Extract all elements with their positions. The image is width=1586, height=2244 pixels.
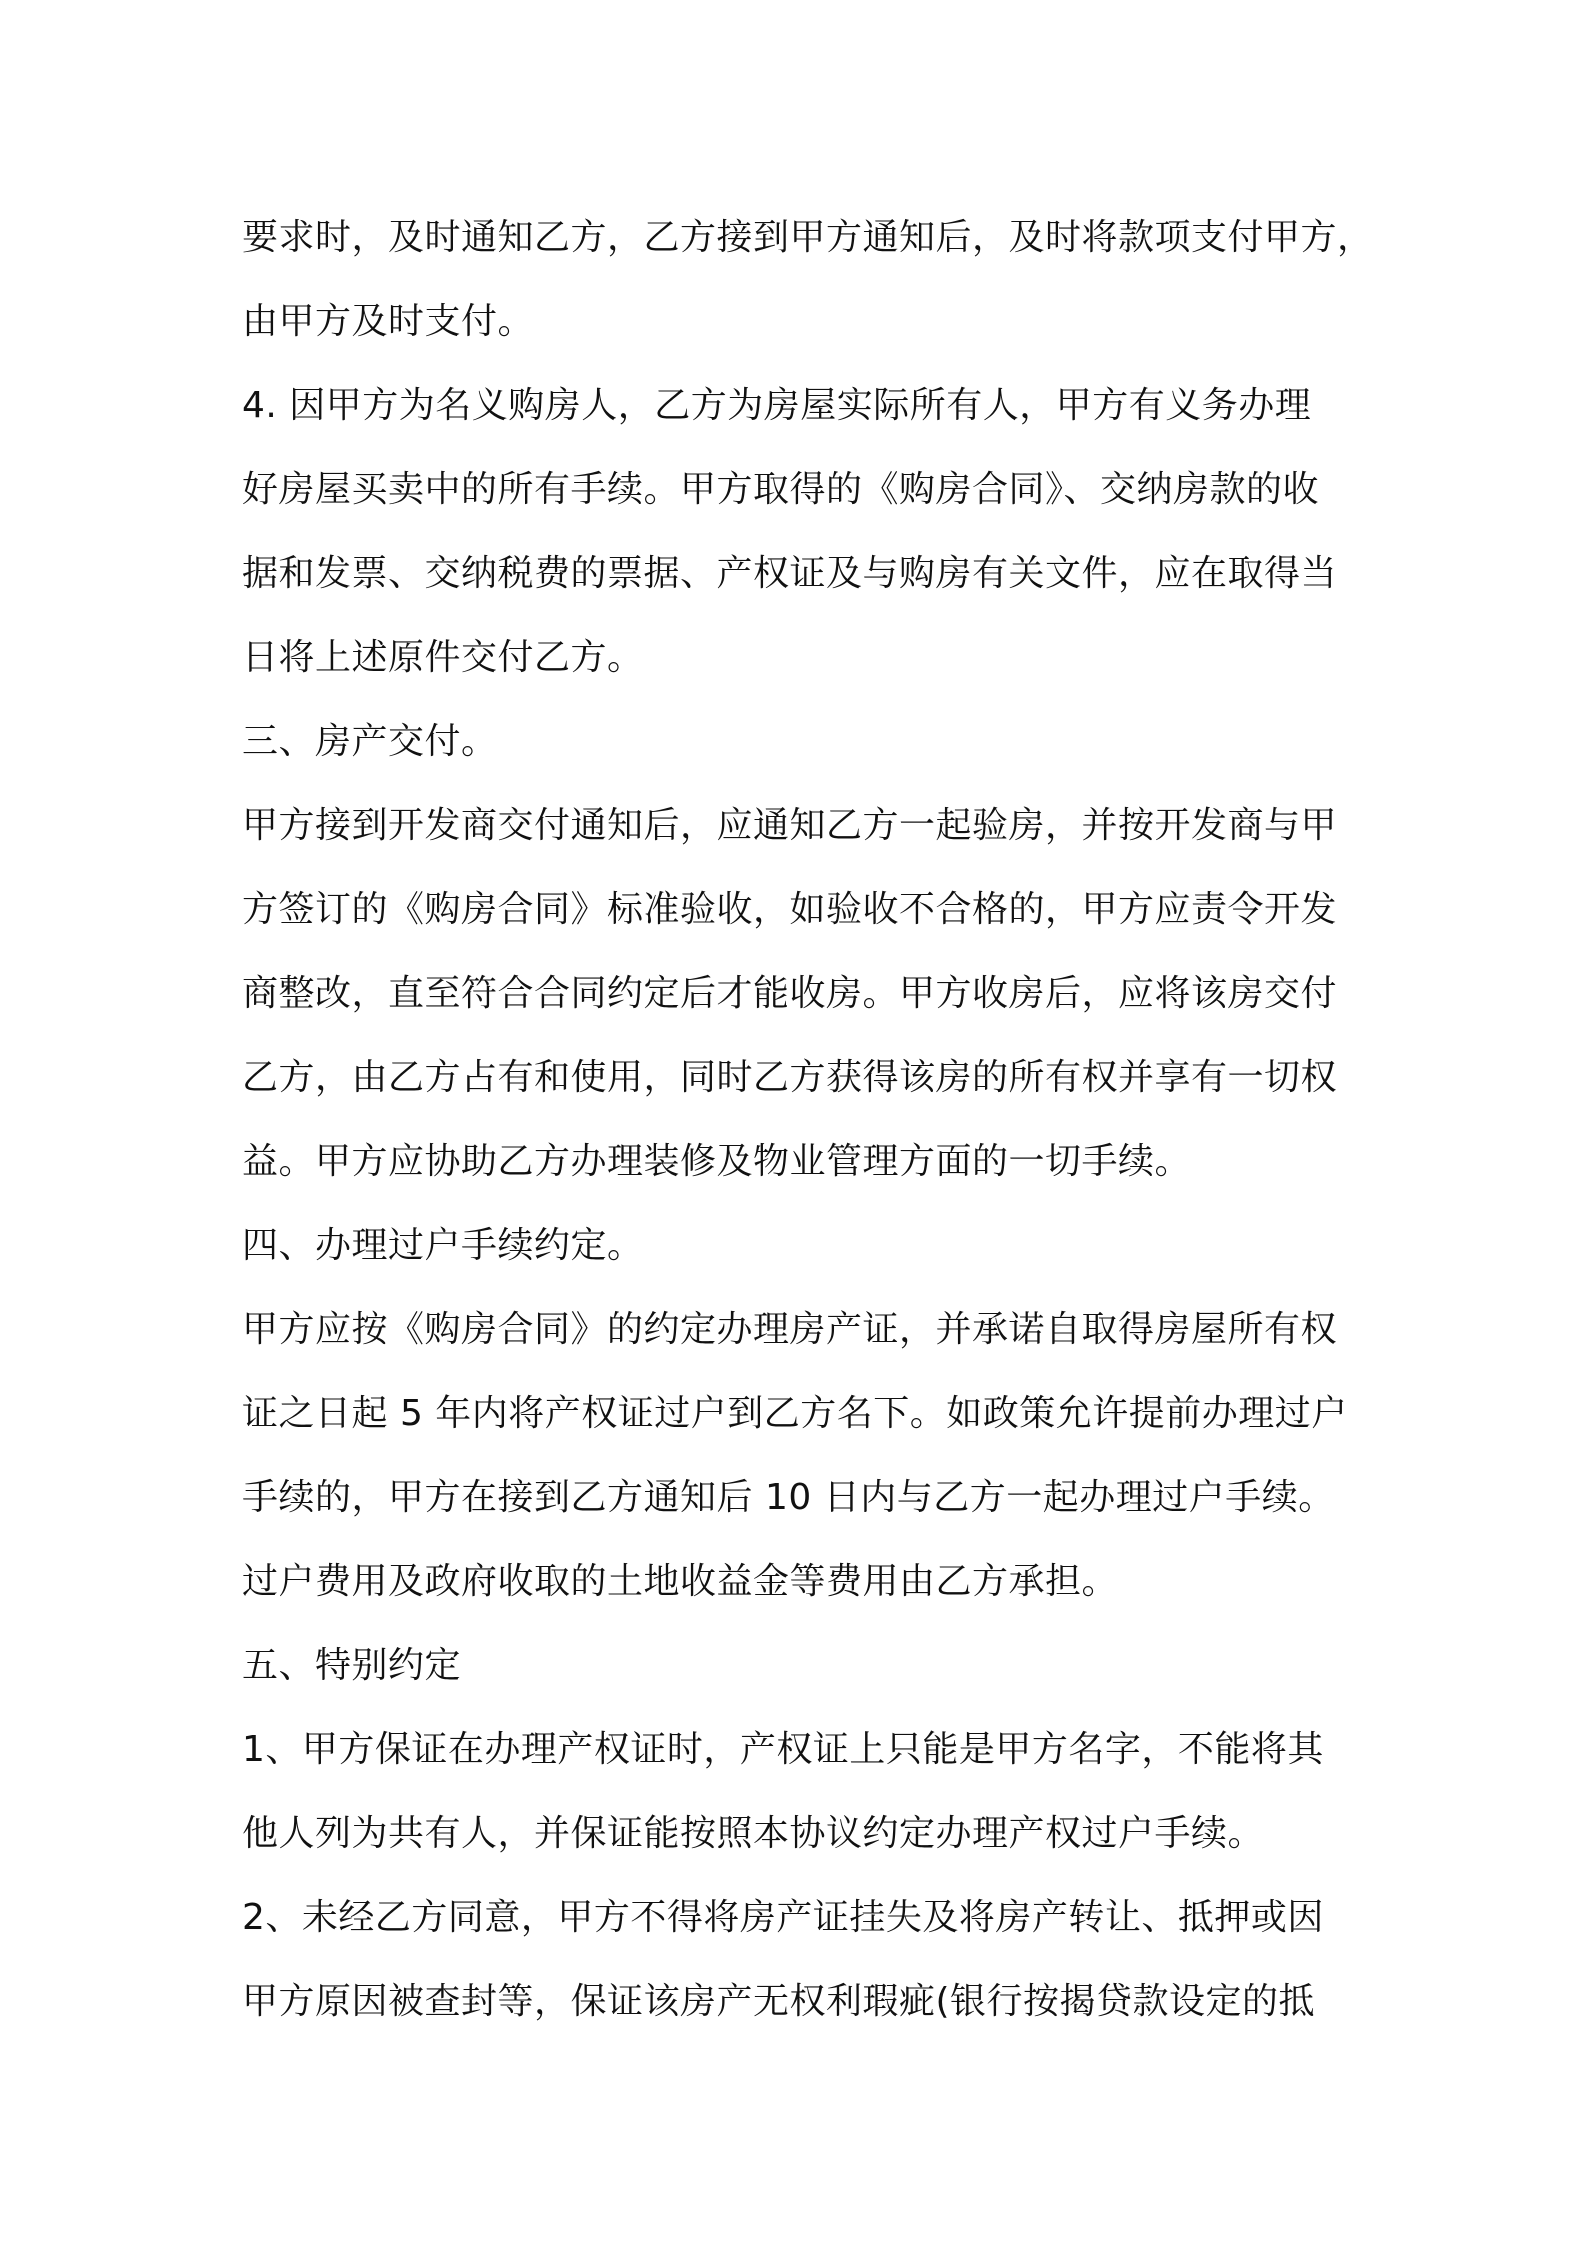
- text-line-4: 好房屋买卖中的所有手续。甲方取得的《购房合同》、交纳房款的收: [242, 469, 1320, 510]
- document-body: [242, 196, 1374, 2044]
- text-line-20: 他人列为共有人，并保证能按照本协议约定办理产权过户手续。: [242, 1813, 1265, 1854]
- text-line-9: 方签订的《购房合同》标准验收，如验收不合格的，甲方应责令开发: [242, 889, 1338, 930]
- section-heading-3: 三、房产交付。: [242, 721, 498, 762]
- text-line-14: 甲方应按《购房合同》的约定办理房产证，并承诺自取得房屋所有权: [242, 1309, 1338, 1350]
- text-line-12: 益。甲方应协助乙方办理装修及物业管理方面的一切手续。: [242, 1141, 1192, 1182]
- text-line-15: 证之日起 5 年内将产权证过户到乙方名下。如政策允许提前办理过户: [242, 1393, 1348, 1434]
- section-heading-5: 五、特别约定: [242, 1645, 462, 1686]
- text-line-6: 日将上述原件交付乙方。: [242, 637, 644, 678]
- text-line-11: 乙方，由乙方占有和使用，同时乙方获得该房的所有权并享有一切权: [242, 1057, 1338, 1098]
- text-line-22: 甲方原因被查封等，保证该房产无权利瑕疵(银行按揭贷款设定的抵: [242, 1981, 1316, 2022]
- text-line-3: 4. 因甲方为名义购房人，乙方为房屋实际所有人，甲方有义务办理: [242, 385, 1312, 426]
- text-line-1: 要求时，及时通知乙方，乙方接到甲方通知后，及时将款项支付甲方，: [242, 217, 1374, 258]
- text-line-5: 据和发票、交纳税费的票据、产权证及与购房有关文件，应在取得当: [242, 553, 1338, 594]
- text-line-17: 过户费用及政府收取的土地收益金等费用由乙方承担。: [242, 1561, 1119, 1602]
- text-line-19: 1、甲方保证在办理产权证时，产权证上只能是甲方名字，不能将其: [242, 1729, 1324, 1770]
- text-line-21: 2、未经乙方同意，甲方不得将房产证挂失及将房产转让、抵押或因: [242, 1897, 1324, 1938]
- text-line-8: 甲方接到开发商交付通知后，应通知乙方一起验房，并按开发商与甲: [242, 805, 1338, 846]
- section-heading-4: 四、办理过户手续约定。: [242, 1225, 644, 1266]
- text-line-2: 由甲方及时支付。: [242, 301, 535, 342]
- text-line-10: 商整改，直至符合合同约定后才能收房。甲方收房后，应将该房交付: [242, 973, 1338, 1014]
- text-line-16: 手续的，甲方在接到乙方通知后 10 日内与乙方一起办理过户手续。: [242, 1477, 1335, 1518]
